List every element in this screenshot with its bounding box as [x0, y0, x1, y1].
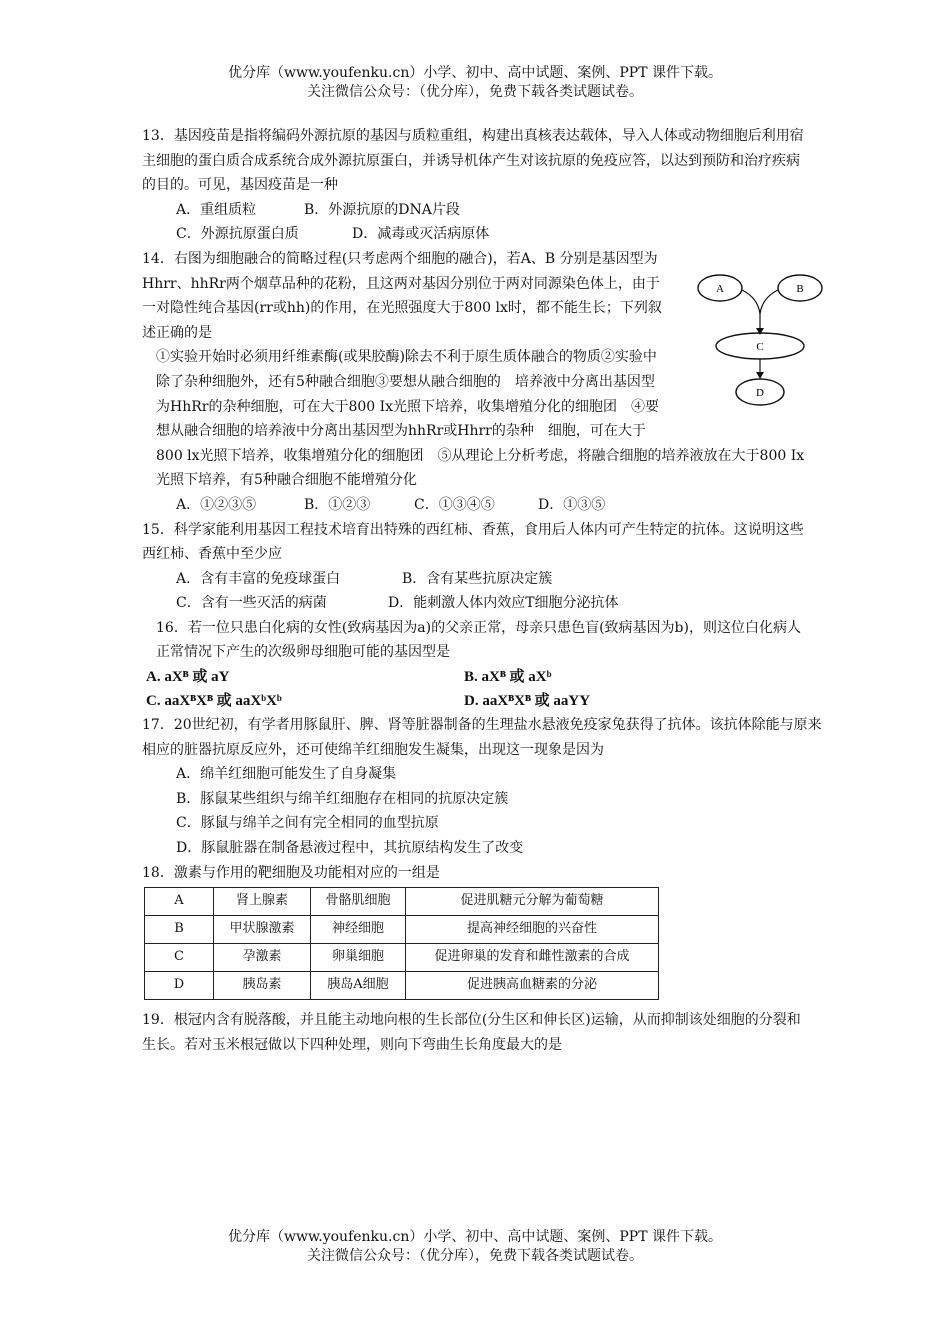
- question-15-stem: 15．科学家能利用基因工程技术培育出特殊的西红柿、香蕉，食用后人体内可产生特定的抗体。这说明这些西红柿、香蕉中至少应: [142, 521, 804, 563]
- footer-line-2: 关注微信公众号：（优分库），免费下载各类试题试卷。: [307, 1248, 643, 1264]
- q17-option-c: C．豚鼠与绵羊之间有完全相同的血型抗原: [176, 815, 439, 832]
- question-14-stem-text: 14．右图为细胞融合的简略过程(只考虑两个细胞的融合)，若A、B 分别是基因型为Hhrr、hhRr两个烟草品种的花粉，且这两对基因分别位于两对同源染色体上，由于一对隐性纯合基因(rr或hh)的作用，在光照强度大于800 lx时，都不能生长；下列叙述正确的是: [142, 250, 662, 341]
- question-13-options-cd: [142, 222, 812, 247]
- table-cell: 提高神经细胞的兴奋性: [406, 916, 659, 944]
- question-18-stem: 18．激素与作用的靶细胞及功能相对应的一组是: [142, 864, 440, 881]
- q14-option-b: B．①②③: [304, 496, 371, 513]
- cell-c-label: C: [756, 341, 764, 353]
- cell-b-label: B: [796, 283, 804, 295]
- table-row: [145, 888, 659, 916]
- table-cell: D: [145, 972, 214, 1000]
- page-header: [0, 64, 950, 102]
- q15-option-c: C．含有一些灭活的病菌: [176, 595, 327, 612]
- q15-option-b: B．含有某些抗原决定簇: [402, 570, 553, 587]
- table-cell: 胰岛A细胞: [311, 972, 406, 1000]
- question-16: [142, 616, 812, 713]
- question-18: [142, 861, 812, 1001]
- q14-option-c: C．①③④⑤: [414, 496, 495, 513]
- q14-option-a: A．①②③⑤: [176, 496, 257, 513]
- table-cell: 甲状腺激素: [214, 916, 311, 944]
- table-cell: 神经细胞: [311, 916, 406, 944]
- question-17: [142, 713, 822, 861]
- question-13: [142, 124, 812, 247]
- header-line-2: 关注微信公众号：（优分库），免费下载各类试题试卷。: [307, 84, 643, 100]
- q13-option-c: C．外源抗原蛋白质: [176, 226, 299, 243]
- page-footer: [0, 1228, 950, 1266]
- table-cell: 促进肌糖元分解为葡萄糖: [406, 888, 659, 916]
- table-cell: 胰岛素: [214, 972, 311, 1000]
- question-15: [142, 518, 812, 616]
- question-13-options-ab: [142, 198, 812, 223]
- q14-option-d: D．①③⑤: [538, 496, 606, 513]
- table-cell: A: [145, 888, 214, 916]
- question-19-stem: 19．根冠内含有脱落酸，并且能主动地向根的生长部位(分生区和伸长区)运输，从而抑制该处细胞的分裂和生长。若对玉米根冠做以下四种处理，则向下弯曲生长角度最大的是: [142, 1012, 801, 1053]
- question-16-stem: 16．若一位只患白化病的女性(致病基因为a)的父亲正常，母亲只患色盲(致病基因为b)，则这位白化病人正常情况下产生的次级卵母细胞可能的基因型是: [156, 619, 801, 661]
- question-16-options: [142, 665, 812, 713]
- cell-d-label: D: [756, 387, 764, 399]
- table-cell: 促进胰高血糖素的分泌: [406, 972, 659, 1000]
- cell-fusion-diagram: [696, 270, 826, 410]
- question-15-options-ab: [142, 567, 812, 592]
- q17-option-b: B．豚鼠某些组织与绵羊红细胞存在相同的抗原决定簇: [176, 790, 509, 807]
- arrow-head-c: [756, 328, 764, 335]
- header-line-1: 优分库（www.youfenku.cn）小学、初中、高中试题、案例、PPT 课件下载。: [227, 65, 722, 81]
- q16-option-c: C. aaXᴮXᴮ 或 aaXᵇXᵇ: [146, 693, 282, 710]
- table-cell: C: [145, 944, 214, 972]
- q16-option-a: A. aXᴮ 或 aY: [146, 669, 230, 686]
- arrow-head-d: [756, 372, 764, 379]
- fusion-arrow-a: [742, 290, 760, 314]
- exam-content: [142, 124, 822, 1057]
- question-14-statements: ①实验开始时必须用纤维素酶(或果胶酶)除去不利于原生质体融合的物质②实验中除了杂种细胞外，还有5种融合细胞③要想从融合细胞的 培养液中分离出基因型为HhRr的杂种细胞，可在大于800 Ix光照下培养，收集增殖分化的细胞团 ④要想从融合细胞的培养液中分离出基因型为hhRr或Hhrr的杂种 细胞，可在大于800 lx光照下培养，收集增殖分化的细胞团 ⑤从理论上分析考虑，将融合细胞的培养液放在大于800 Ix光照下培养，有5种融合细胞不能增殖分化: [156, 349, 805, 489]
- table-cell: 卵巢细胞: [311, 944, 406, 972]
- question-13-stem: 13．基因疫苗是指将编码外源抗原的基因与质粒重组，构建出真核表达载体，导入人体或动物细胞后利用宿主细胞的蛋白质合成系统合成外源抗原蛋白，并诱导机体产生对该抗原的免疫应答，以达到预防和治疗疾病的目的。可见，基因疫苗是一种: [142, 128, 804, 194]
- hormone-table: [144, 887, 659, 1000]
- q16-option-b: B. aXᴮ 或 aXᵇ: [464, 669, 552, 686]
- question-19: [142, 1008, 812, 1057]
- table-cell: 促进卵巢的发育和雌性激素的合成: [406, 944, 659, 972]
- q13-option-b: B．外源抗原的DNA片段: [304, 201, 460, 218]
- table-cell: 骨骼肌细胞: [311, 888, 406, 916]
- table-row: [145, 916, 659, 944]
- q13-option-a: A．重组质粒: [176, 201, 257, 218]
- table-cell: 孕激素: [214, 944, 311, 972]
- q13-option-d: D．减毒或灭活病原体: [352, 226, 490, 243]
- q17-option-a: A．绵羊红细胞可能发生了自身凝集: [176, 766, 397, 783]
- footer-line-1: 优分库（www.youfenku.cn）小学、初中、高中试题、案例、PPT 课件下载。: [227, 1229, 722, 1245]
- table-row: [145, 944, 659, 972]
- fusion-arrow-b: [760, 290, 778, 314]
- q15-option-a: A．含有丰富的免疫球蛋白: [176, 570, 341, 587]
- q15-option-d: D．能刺激人体内效应T细胞分泌抗体: [388, 595, 619, 612]
- q16-option-d: D. aaXᴮXᴮ 或 aaYY: [464, 693, 591, 710]
- question-17-stem: 17．20世纪初，有学者用豚鼠肝、脾、肾等脏器制备的生理盐水悬液免疫家兔获得了抗体。该抗体除能与原来相应的脏器抗原反应外，还可使绵羊红细胞发生凝集，出现这一现象是因为: [142, 717, 822, 758]
- cell-a-label: A: [716, 283, 724, 295]
- table-cell: 肾上腺素: [214, 888, 311, 916]
- table-cell: B: [145, 916, 214, 944]
- table-row: [145, 972, 659, 1000]
- q17-option-d: D．豚鼠脏器在制备悬液过程中，其抗原结构发生了改变: [176, 840, 524, 857]
- question-14-options: [142, 493, 812, 518]
- question-15-options-cd: [142, 591, 812, 616]
